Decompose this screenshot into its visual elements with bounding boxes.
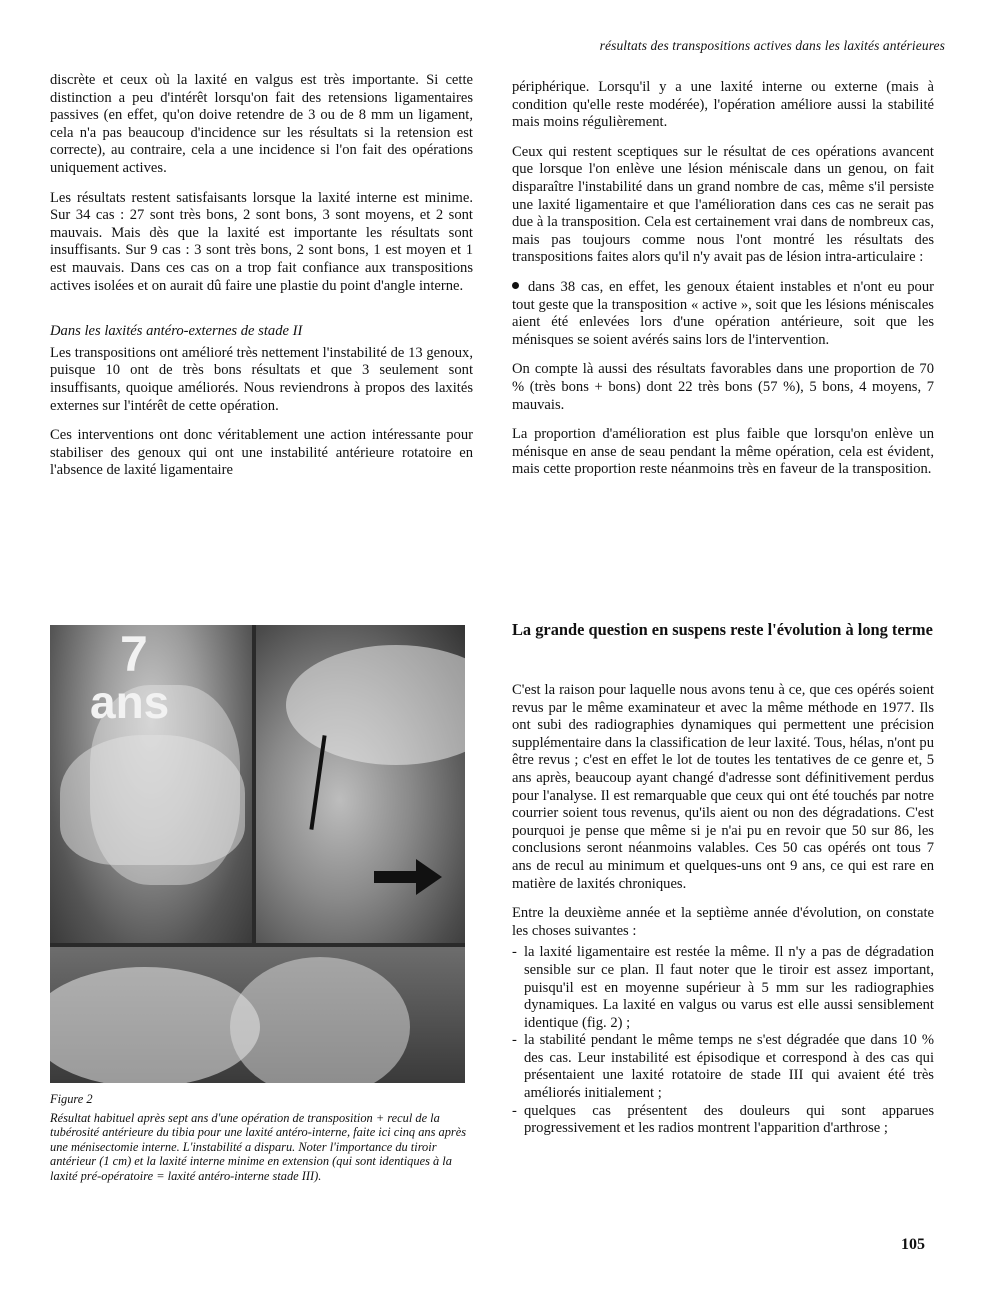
left-subheading: Dans les laxités antéro-externes de stade II [50,323,303,340]
right-paragraph-3: On compte là aussi des résultats favorables dans une proportion de 70 % (très bons + bons) dont 22 très bons (57 %), 5 bons, 4 moyens, 7 mauvais. [512,361,934,413]
radiograph-panel-frontal [50,625,252,943]
page-number: 105 [901,1236,925,1253]
list-item: - la stabilité pendant le même temps ne s'est dégradée que dans 10 % des cas. Leur instabilité est épisodique et correspond à des cas qui présentaient une laxité rotatoire de stade III qui avaient été très améliorés initialement ; [512,1032,934,1102]
figure-label-unit: ans [90,676,170,728]
figure-caption-text: Résultat habituel après sept ans d'une opération de transposition + recul de la tubérosité antérieure du tibia pour une laxité antéro-interne, faite ici cinq ans après une ménisectomie interne. L'instabilité a disparu. Noter l'importance du tiroir antérieur (1 cm) et la laxité interne minime en extension (qui sont identiques à la laxité pré-opératoire = laxité antéro-interne stade III). [50,1110,467,1183]
section-paragraph-2: Entre la deuxième année et la septième année d'évolution, on constate les choses suivantes : [512,905,934,939]
left-paragraph-2: Les résultats restent satisfaisants lorsque la laxité interne est minime. Sur 34 cas : 27 sont très bons, 2 sont bons, 3 sont moyens, et 2 sont mauvais. Mais dès que la laxité est importante les résultats sont insuffisants. Sur 9 cas : 3 sont très bons, 2 sont bons, 1 est moyen et 1 est mauvais. Dans ces cas on a trop fait confiance aux transpositions actives isolées et on aurait dû faire une plastie du point d'angle interne. [50,189,473,294]
section-paragraph-1: C'est la raison pour laquelle nous avons tenu à ce, que ces opérés soient revus par le même examinateur et avec la même méthode en 1977. Ils ont subi des radiographies dynamiques qui permettent une précision supplémentaire dans la classification de leur laxité. Tous, hélas, n'ont pu être revus ; c'est en effet le lot de toutes les tentatives de ce genre et, 5 ans après, beaucoup ayant changé d'adresse sont définitivement perdus pour l'analyse. Il est remarquable que ceux qui ont été touchés par notre courrier soient tous revenus, qu'ils aient ou non des dégradations. C'est pourquoi je pense que même si je n'ai pu en revoir que 50 sur 86, les conclusions seront néanmoins valables. Ces 50 cas opérés ont tous 7 ans de recul au minimum et quelques-uns ont 9 ans, ce qui est rare en matière de laxités chroniques. [512,682,934,892]
figure-caption [50,1092,470,1184]
section-heading: La grande question en suspens reste l'évolution à long terme [512,620,933,639]
figure-label-number: 7 [120,626,148,682]
figure-radiograph [50,625,465,1083]
running-head: résultats des transpositions actives dans les laxités antérieures [599,38,945,53]
right-paragraph-1: périphérique. Lorsqu'il y a une laxité interne ou externe (mais à condition qu'elle reste modérée), l'opération améliore aussi la stabilité mais moins régulièrement. [512,79,934,131]
findings-list [512,944,934,1138]
section-body [512,682,934,1138]
radiograph-panel-condyles [50,947,465,1083]
bullet-dot-icon [512,282,519,289]
bullet-item [512,279,934,349]
list-item: - quelques cas présentent des douleurs qui sont apparues progressivement et les radios montrent l'apparition d'arthrose ; [512,1103,934,1138]
tibial-line [309,735,326,830]
right-paragraph-4: La proportion d'amélioration est plus faible que lorsqu'on enlève un ménisque en anse de seau pendant la même opération, cela est évident, mais cette proportion reste néanmoins très en faveur de la transposition. [512,426,934,478]
list-item: - la laxité ligamentaire est restée la même. Il n'y a pas de dégradation sensible sur ce plan. Il faut noter que le tiroir est assez important, puisqu'il est en moyenne supérieur à 5 mm sur les radiographies dynamiques. La laxité en valgus ou varus est elle aussi sensiblement identique (fig. 2) ; [512,944,934,1032]
femur-lateral-shape [286,645,465,765]
left-paragraph-1: discrète et ceux où la laxité en valgus est très importante. Si cette distinction a peu d'intérêt lorsqu'on fait des retensions ligamentaires passives (en effet, qu'on doive retendre de 3 ou de 8 mm un ligament, cela n'a pas beaucoup d'incidence sur les résultats si la retension est correcte), au contraire, cela a une incidence si l'on fait des opérations uniquement actives. [50,72,473,176]
figure-caption-title: Figure 2 [50,1092,93,1106]
arrow-icon [374,857,444,897]
bullet-text: dans 38 cas, en effet, les genoux étaient instables et n'ont eu pour tout geste que la transposition « active », soit que les lésions méniscales aient été enlevées lors d'une opération antérieure, soit que les ménisques se soient avérés sains lors de l'intervention. [512,278,934,348]
left-paragraph-4: Ces interventions ont donc véritablement une action intéressante pour stabiliser des genoux qui ont une instabilité antérieure rotatoire en l'absence de laxité ligamentaire [50,427,473,479]
condyle-right-shape [230,957,410,1083]
radiograph-panel-lateral [256,625,465,943]
right-column [512,79,934,491]
left-column [50,72,473,492]
left-paragraph-3: Les transpositions ont amélioré très nettement l'instabilité de 13 genoux, puisque 10 ont de très bons résultats et que 3 seulement sont insuffisants, quoique améliorés. Nous reviendrons à propos des laxités externes sur l'intérêt de cette opération. [50,344,473,414]
right-paragraph-2: Ceux qui restent sceptiques sur le résultat de ces opérations avancent que lorsque l'on enlève une lésion méniscale dans un genou, on fait disparaître l'instabilité dans un grand nombre de cas, même s'il persiste une laxité ligamentaire et que l'amélioration dans ces cas ne serait pas due à la transposition. Cela est certainement vrai dans de nombreux cas, mais pas toujours comme nous l'ont montré les résultats des transpositions faites alors qu'il n'y avait pas de lésion intra-articulaire : [512,143,934,266]
condyle-left-shape [50,967,260,1083]
